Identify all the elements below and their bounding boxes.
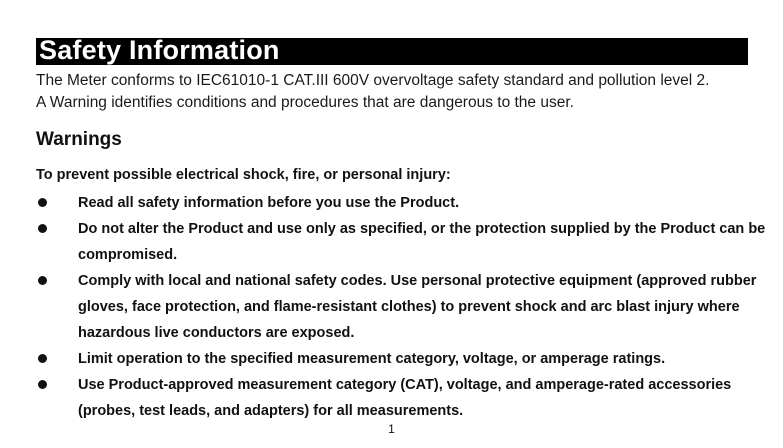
bullet-icon	[38, 380, 47, 389]
list-item	[0, 216, 768, 268]
bullet-icon	[38, 354, 47, 363]
section-title-bar	[36, 35, 748, 65]
bullet-icon	[38, 224, 47, 233]
intro-paragraph	[36, 70, 766, 114]
list-item	[0, 372, 768, 424]
warning-text: Use Product-approved measurement category (CAT), voltage, and amperage-rated accessories (probes, test leads, and adapters) for all measurements.	[78, 377, 732, 419]
warnings-lead: To prevent possible electrical shock, fire, or personal injury:	[36, 167, 451, 183]
section-title: Safety Information	[39, 35, 280, 65]
list-item	[0, 346, 768, 372]
bullet-icon	[38, 276, 47, 285]
bullet-icon	[38, 198, 47, 207]
intro-line-warning-definition: A Warning identifies conditions and procedures that are dangerous to the user.	[36, 94, 574, 111]
page-number: 1	[388, 422, 395, 436]
warning-text: Do not alter the Product and use only as specified, or the protection supplied by the Product can be compromised.	[78, 221, 766, 263]
list-item	[0, 268, 768, 346]
warnings-heading: Warnings	[36, 129, 122, 150]
warning-text: Read all safety information before you use the Product.	[78, 195, 460, 211]
intro-line-conformance: The Meter conforms to IEC61010-1 CAT.III 600V overvoltage safety standard and pollution level 2.	[36, 72, 710, 89]
list-item	[0, 190, 768, 216]
warnings-list	[0, 190, 783, 424]
warning-text: Limit operation to the specified measurement category, voltage, or amperage ratings.	[78, 351, 666, 367]
warning-text: Comply with local and national safety codes. Use personal protective equipment (approved rubber gloves, face protection, and flame-resistant clothes) to prevent shock and arc blast injury where hazardous live conductors are exposed.	[78, 273, 757, 341]
